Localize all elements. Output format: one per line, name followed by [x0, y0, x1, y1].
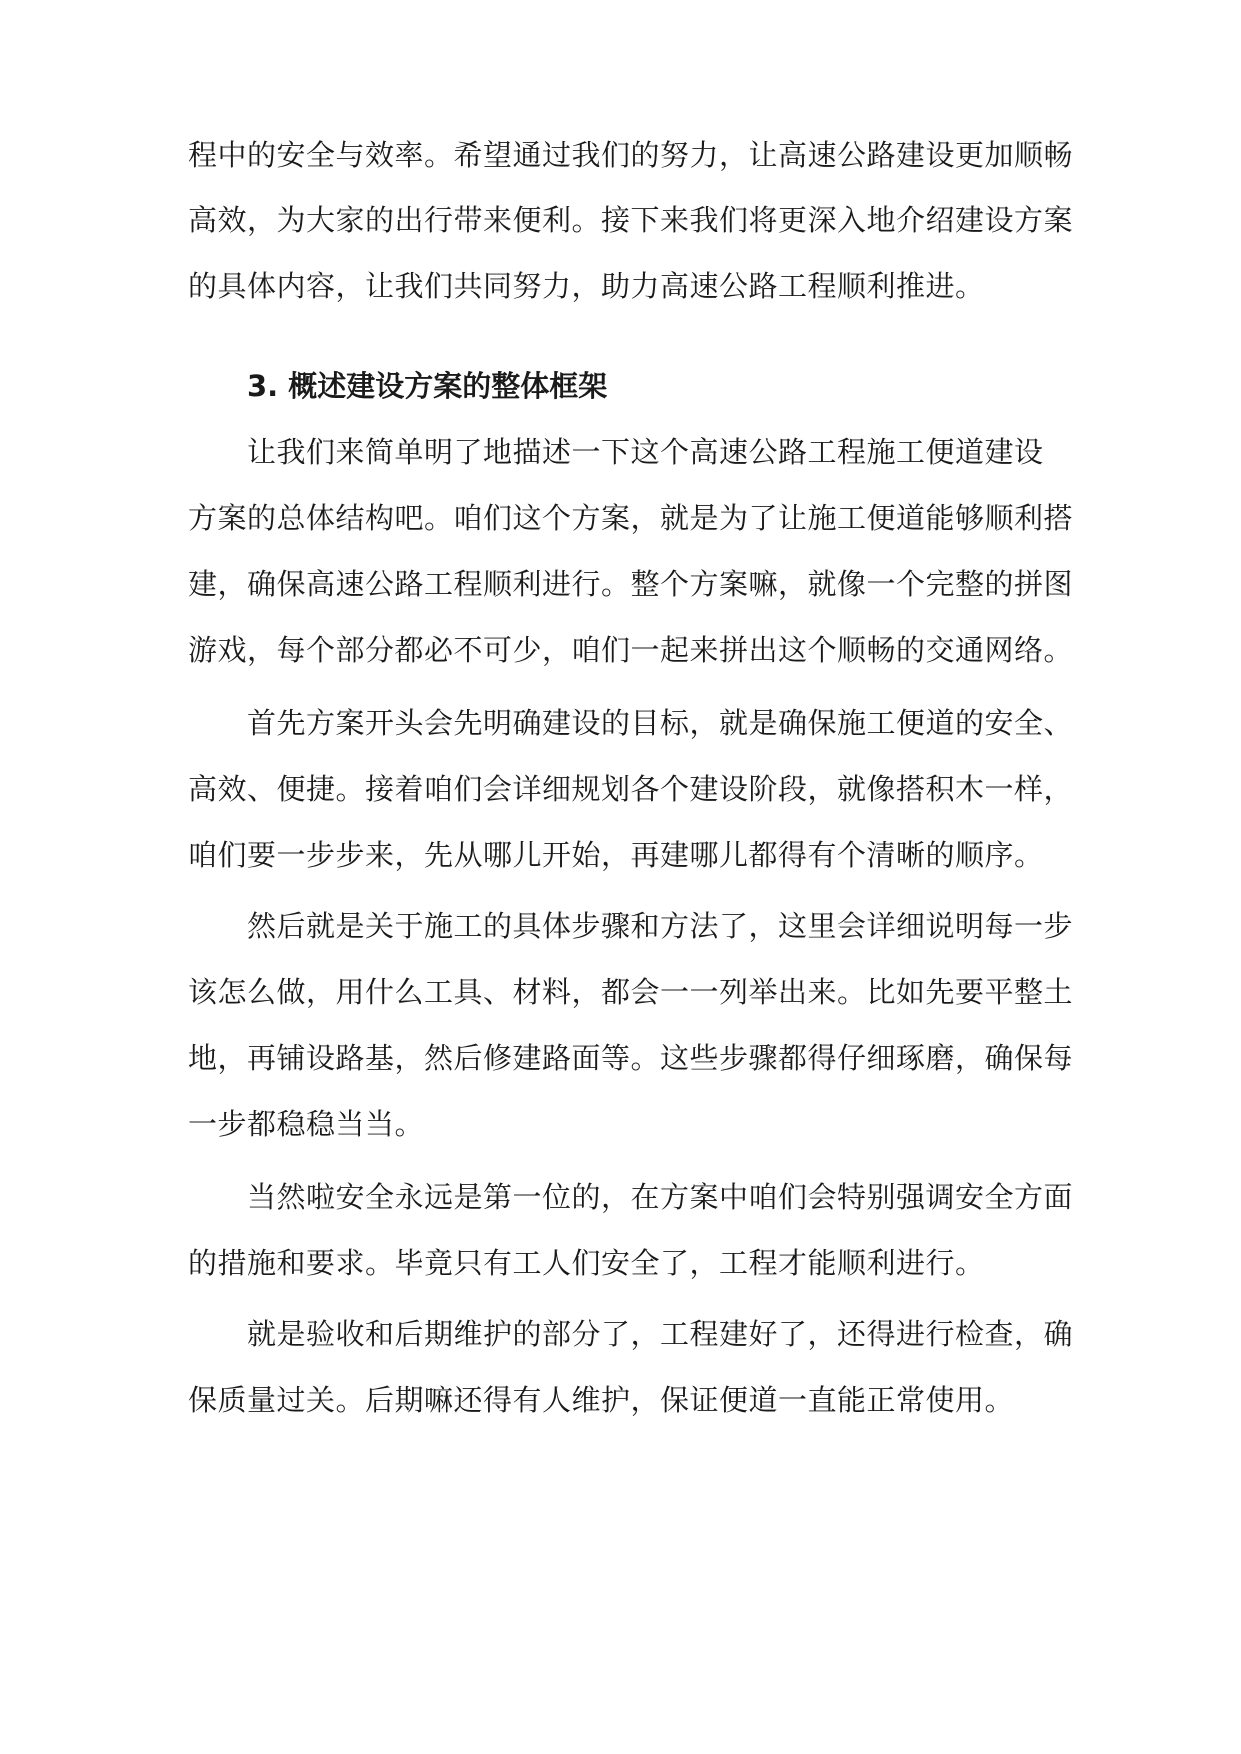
intro-line-1: 程中的安全与效率。希望通过我们的努力，让高速公路建设更加顺畅	[188, 138, 1074, 172]
paragraph-2-line-1: 首先方案开头会先明确建设的目标，就是确保施工便道的安全、	[247, 706, 1074, 740]
intro-line-3: 的具体内容，让我们共同努力，助力高速公路工程顺利推进。	[188, 269, 985, 303]
paragraph-3-line-1: 然后就是关于施工的具体步骤和方法了，这里会详细说明每一步	[247, 909, 1074, 943]
paragraph-3-line-2: 该怎么做，用什么工具、材料，都会一一列举出来。比如先要平整土	[188, 975, 1074, 1009]
intro-line-2: 高效，为大家的出行带来便利。接下来我们将更深入地介绍建设方案	[188, 203, 1074, 237]
section-heading: 3. 概述建设方案的整体框架	[247, 369, 608, 403]
paragraph-5-line-1: 就是验收和后期维护的部分了，工程建好了，还得进行检查，确	[247, 1317, 1074, 1351]
paragraph-5-line-2: 保质量过关。后期嘛还得有人维护，保证便道一直能正常使用。	[188, 1383, 1015, 1417]
paragraph-2-line-2: 高效、便捷。接着咱们会详细规划各个建设阶段，就像搭积木一样，	[188, 772, 1074, 806]
paragraph-4-line-1: 当然啦安全永远是第一位的，在方案中咱们会特别强调安全方面	[247, 1180, 1074, 1214]
paragraph-3-line-4: 一步都稳稳当当。	[188, 1107, 425, 1141]
paragraph-1-line-2: 方案的总体结构吧。咱们这个方案，就是为了让施工便道能够顺利搭	[188, 501, 1074, 535]
paragraph-1-line-1: 让我们来简单明了地描述一下这个高速公路工程施工便道建设	[247, 435, 1044, 469]
paragraph-2-line-3: 咱们要一步步来，先从哪儿开始，再建哪儿都得有个清晰的顺序。	[188, 838, 1044, 872]
paragraph-1-line-4: 游戏，每个部分都必不可少，咱们一起来拼出这个顺畅的交通网络。	[188, 633, 1074, 667]
paragraph-1-line-3: 建，确保高速公路工程顺利进行。整个方案嘛，就像一个完整的拼图	[188, 567, 1074, 601]
paragraph-3-line-3: 地，再铺设路基，然后修建路面等。这些步骤都得仔细琢磨，确保每	[188, 1041, 1074, 1075]
paragraph-4-line-2: 的措施和要求。毕竟只有工人们安全了，工程才能顺利进行。	[188, 1246, 985, 1280]
